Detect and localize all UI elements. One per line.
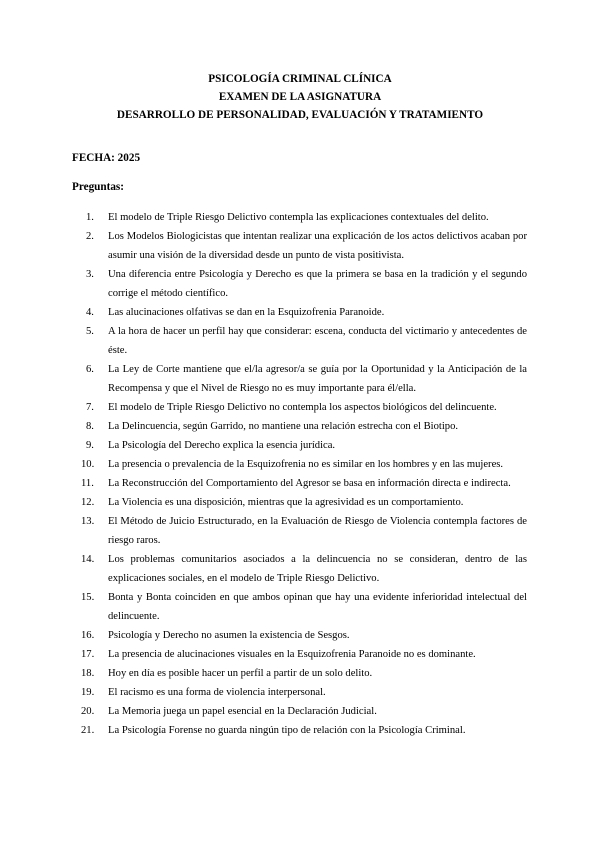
question-item	[0, 455, 527, 474]
exam-date: FECHA: 2025	[72, 152, 141, 164]
question-text: La Ley de Corte mantiene que el/la agresor/a se guía por la Oportunidad y la Anticipación de la Recompensa y que el Nivel de Riesgo no es muy importante para él/ella.	[108, 364, 527, 394]
question-text: La Violencia es una disposición, mientras que la agresividad es un comportamiento.	[108, 497, 464, 508]
question-text: Las alucinaciones olfativas se dan en la Esquizofrenia Paranoide.	[108, 307, 385, 318]
question-item	[0, 227, 527, 265]
question-text: Psicología y Derecho no asumen la existencia de Sesgos.	[108, 630, 350, 641]
question-text: El Método de Juicio Estructurado, en la Evaluación de Riesgo de Violencia contempla factores de riesgo raros.	[108, 516, 527, 546]
question-text: Una diferencia entre Psicología y Derecho es que la primera se basa en la tradición y el segundo corrige el método científico.	[108, 269, 527, 299]
question-item	[0, 417, 527, 436]
question-text: La Psicología del Derecho explica la esencia jurídica.	[108, 440, 336, 451]
question-text: Los Modelos Biologicistas que intentan realizar una explicación de los actos delictivos acaban por asumir una visión de la diversidad desde un punto de vista positivista.	[108, 231, 527, 261]
question-text: La presencia o prevalencia de la Esquizofrenia no es similar en los hombres y en las mujeres.	[108, 459, 504, 470]
document-header	[0, 70, 600, 124]
question-item	[0, 360, 527, 398]
question-text: A la hora de hacer un perfil hay que considerar: escena, conducta del victimario y antecedentes de éste.	[108, 326, 527, 356]
question-text: Hoy en día es posible hacer un perfil a partir de un solo delito.	[108, 668, 373, 679]
question-number: 10.	[81, 459, 95, 470]
question-item	[0, 265, 527, 303]
question-number: 16.	[81, 630, 95, 641]
question-list	[0, 208, 600, 740]
question-number: 7.	[86, 402, 94, 413]
question-number: 4.	[86, 307, 94, 318]
question-number: 13.	[81, 516, 95, 527]
question-number: 15.	[81, 592, 95, 603]
question-item	[0, 702, 527, 721]
question-number: 2.	[86, 231, 94, 242]
question-number: 1.	[86, 212, 94, 223]
question-text: La Delincuencia, según Garrido, no mantiene una relación estrecha con el Biotipo.	[108, 421, 459, 432]
question-text: La Memoria juega un papel esencial en la Declaración Judicial.	[108, 706, 377, 717]
question-number: 9.	[86, 440, 94, 451]
question-number: 3.	[86, 269, 94, 280]
question-number: 17.	[81, 649, 95, 660]
question-number: 8.	[86, 421, 94, 432]
header-title: PSICOLOGÍA CRIMINAL CLÍNICA	[208, 73, 392, 85]
question-item	[0, 664, 527, 683]
question-text: El racismo es una forma de violencia interpersonal.	[108, 687, 326, 698]
question-text: La Reconstrucción del Comportamiento del Agresor se basa en información directa e indirecta.	[108, 478, 511, 489]
question-item	[0, 398, 527, 417]
question-text: Bonta y Bonta coinciden en que ambos opinan que hay una evidente inferioridad intelectual del delincuente.	[108, 592, 527, 622]
question-number: 20.	[81, 706, 95, 717]
question-number: 5.	[86, 326, 94, 337]
question-item	[0, 436, 527, 455]
question-item	[0, 588, 527, 626]
question-text: La presencia de alucinaciones visuales en la Esquizofrenia Paranoide no es dominante.	[108, 649, 476, 660]
question-text: El modelo de Triple Riesgo Delictivo no contempla los aspectos biológicos del delincuente.	[108, 402, 497, 413]
header-course: DESARROLLO DE PERSONALIDAD, EVALUACIÓN Y TRATAMIENTO	[116, 109, 484, 121]
question-item	[0, 683, 527, 702]
question-item	[0, 208, 527, 227]
question-item	[0, 645, 527, 664]
question-text: La Psicología Forense no guarda ningún tipo de relación con la Psicología Criminal.	[108, 725, 466, 736]
question-item	[0, 512, 527, 550]
question-text: Los problemas comunitarios asociados a la delincuencia no se consideran, dentro de las explicaciones sociales, en el modelo de Triple Riesgo Delictivo.	[108, 554, 527, 584]
question-number: 11.	[81, 478, 94, 489]
question-item	[0, 493, 527, 512]
question-number: 14.	[81, 554, 95, 565]
question-number: 6.	[86, 364, 94, 375]
question-item	[0, 550, 527, 588]
question-item	[0, 303, 527, 322]
question-item	[0, 322, 527, 360]
question-number: 18.	[81, 668, 95, 679]
question-number: 19.	[81, 687, 95, 698]
question-item	[0, 626, 527, 645]
question-item	[0, 721, 527, 740]
header-subtitle: EXAMEN DE LA ASIGNATURA	[218, 91, 382, 103]
question-text: El modelo de Triple Riesgo Delictivo contempla las explicaciones contextuales del delito.	[108, 212, 489, 223]
question-number: 12.	[81, 497, 95, 508]
question-number: 21.	[81, 725, 95, 736]
question-item	[0, 474, 527, 493]
questions-label: Preguntas:	[72, 181, 124, 193]
